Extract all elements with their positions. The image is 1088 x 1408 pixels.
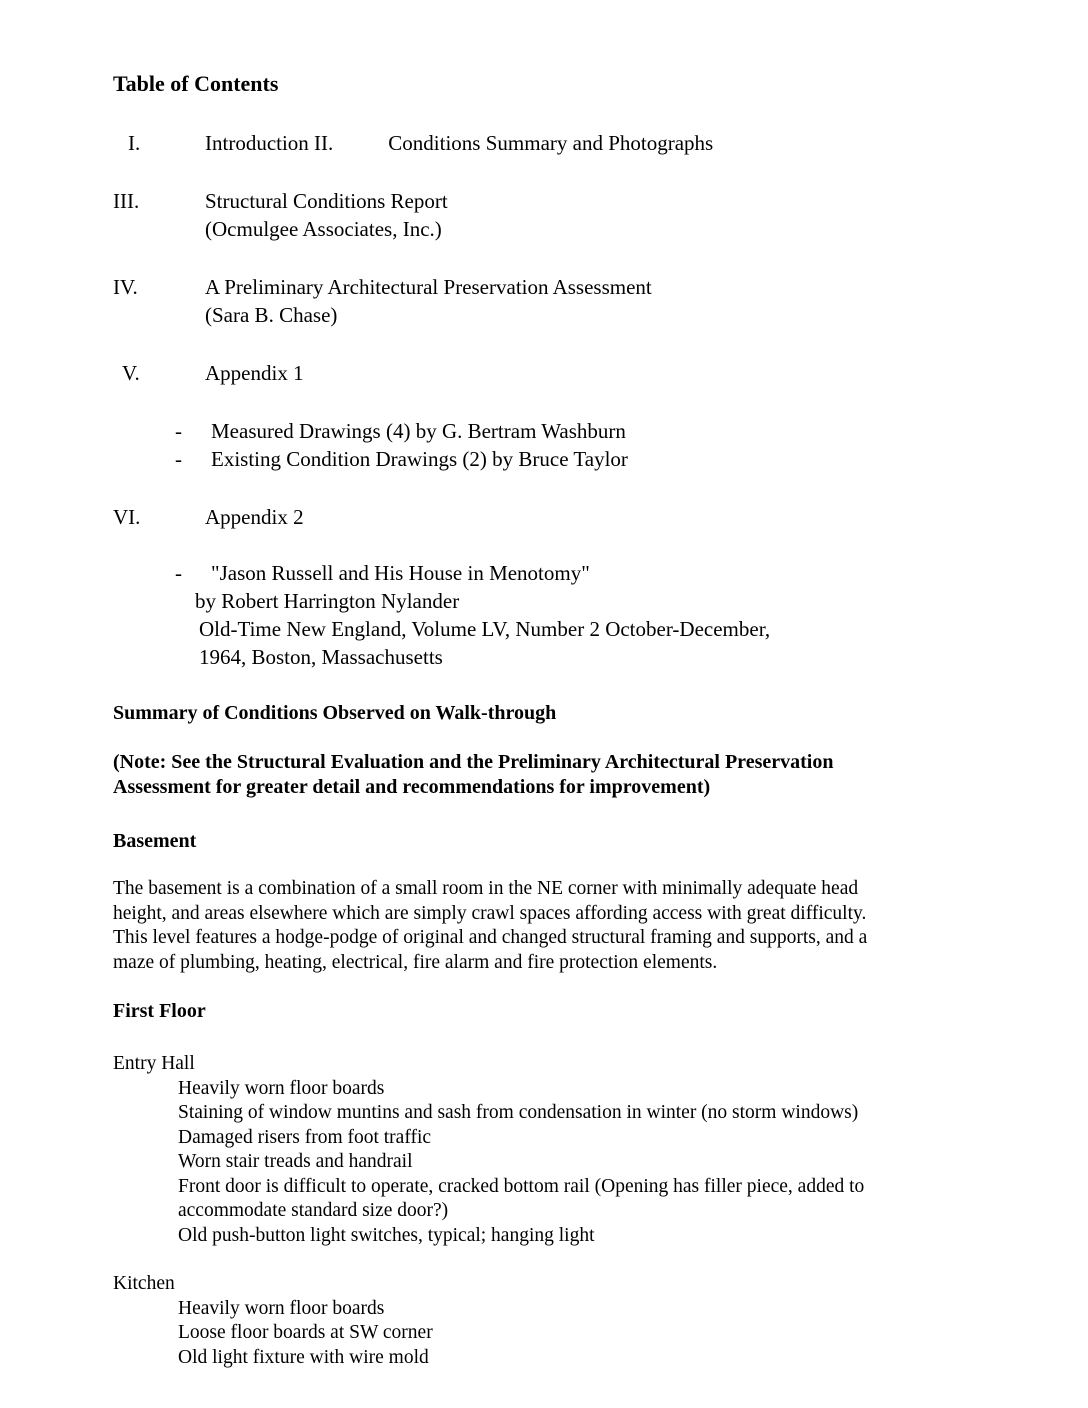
summary-heading: Summary of Conditions Observed on Walk-through xyxy=(113,702,557,724)
dash-bullet: - xyxy=(175,419,182,443)
appendix-1-item-text: Measured Drawings (4) by G. Bertram Washburn xyxy=(211,419,626,443)
basement-paragraph-line-1: The basement is a combination of a small room in the NE corner with minimally adequate head xyxy=(113,878,859,899)
toc-title-conditions-summary: Conditions Summary and Photographs xyxy=(388,131,714,155)
appendix-1-item-measured-drawings xyxy=(113,417,978,445)
toc-entry-i-ii-titles xyxy=(205,129,978,157)
basement-heading: Basement xyxy=(113,830,197,852)
appendix-2-items xyxy=(113,559,978,671)
toc-title-structural-report: Structural Conditions Report xyxy=(205,189,448,213)
toc-title-appendix-2: Appendix 2 xyxy=(205,505,304,529)
basement-paragraph-line-4: maze of plumbing, heating, electrical, fire alarm and fire protection elements. xyxy=(113,951,718,973)
appendix-1-item-existing-condition xyxy=(113,445,978,473)
conditions-summary-section xyxy=(113,701,978,1370)
page-title: Table of Contents xyxy=(113,71,279,96)
summary-note-line-1: (Note: See the Structural Evaluation and the Preliminary Architectural Preservation xyxy=(113,751,834,773)
table-of-contents xyxy=(113,129,978,671)
kitchen-label: Kitchen xyxy=(113,1273,175,1294)
toc-author-chase: (Sara B. Chase) xyxy=(205,303,338,327)
summary-note-line-2: Assessment for greater detail and recommendations for improvement) xyxy=(113,776,711,798)
toc-entry-i-ii xyxy=(113,129,978,157)
toc-numeral-v: V. xyxy=(122,361,140,385)
basement-paragraph-line-2: height, and areas elsewhere which are simply crawl spaces affording access with great difficulty. xyxy=(113,902,867,924)
entry-hall-item: Worn stair treads and handrail xyxy=(178,1151,413,1172)
toc-numeral-iv: IV. xyxy=(113,275,138,299)
basement-paragraph-line-3: This level features a hodge-podge of original and changed structural framing and supports, and a xyxy=(113,927,868,948)
toc-numeral-vi: VI. xyxy=(113,505,141,529)
article-publication: Old-Time New England, Volume LV, Number 2 October-December, xyxy=(199,617,771,641)
entry-hall-block xyxy=(113,1052,978,1248)
toc-author-ocmulgee: (Ocmulgee Associates, Inc.) xyxy=(205,217,442,241)
entry-hall-item: Old push-button light switches, typical; hanging light xyxy=(178,1224,595,1246)
toc-title-appendix-1: Appendix 1 xyxy=(205,361,304,385)
article-title: "Jason Russell and His House in Menotomy" xyxy=(211,561,590,585)
basement-paragraph xyxy=(113,877,978,975)
toc-entry-iii xyxy=(113,187,978,243)
kitchen-block xyxy=(113,1272,978,1370)
summary-note xyxy=(113,750,978,800)
entry-hall-item-continuation: accommodate standard size door?) xyxy=(178,1200,449,1221)
toc-entry-iii-title xyxy=(205,187,978,243)
first-floor-heading: First Floor xyxy=(113,1000,206,1022)
dash-bullet: - xyxy=(175,447,182,471)
appendix-1-items xyxy=(113,417,978,473)
article-publication-date: 1964, Boston, Massachusetts xyxy=(199,645,443,669)
kitchen-item: Old light fixture with wire mold xyxy=(178,1346,429,1368)
toc-title-preservation-assessment: A Preliminary Architectural Preservation Assessment xyxy=(205,275,652,299)
dash-bullet: - xyxy=(175,561,182,585)
toc-numeral-i: I. xyxy=(128,131,141,155)
appendix-2-item-article xyxy=(113,559,978,587)
entry-hall-item: Heavily worn floor boards xyxy=(178,1077,385,1099)
toc-numeral-iii: III. xyxy=(113,189,140,213)
toc-entry-vi xyxy=(113,503,978,531)
kitchen-item: Heavily worn floor boards xyxy=(178,1297,385,1319)
entry-hall-item: Staining of window muntins and sash from condensation in winter (no storm windows) xyxy=(178,1102,859,1123)
appendix-1-item-text: Existing Condition Drawings (2) by Bruce Taylor xyxy=(211,447,628,471)
toc-title-introduction: Introduction II. xyxy=(205,131,334,155)
entry-hall-item: Damaged risers from foot traffic xyxy=(178,1126,432,1148)
toc-entry-iv xyxy=(113,273,978,329)
entry-hall-item: Front door is difficult to operate, cracked bottom rail (Opening has filler piece, added to xyxy=(178,1175,865,1197)
article-author: by Robert Harrington Nylander xyxy=(195,589,460,613)
toc-entry-v xyxy=(113,359,978,387)
toc-entry-iv-title xyxy=(205,273,978,329)
entry-hall-label: Entry Hall xyxy=(113,1053,195,1074)
kitchen-item: Loose floor boards at SW corner xyxy=(178,1322,433,1343)
